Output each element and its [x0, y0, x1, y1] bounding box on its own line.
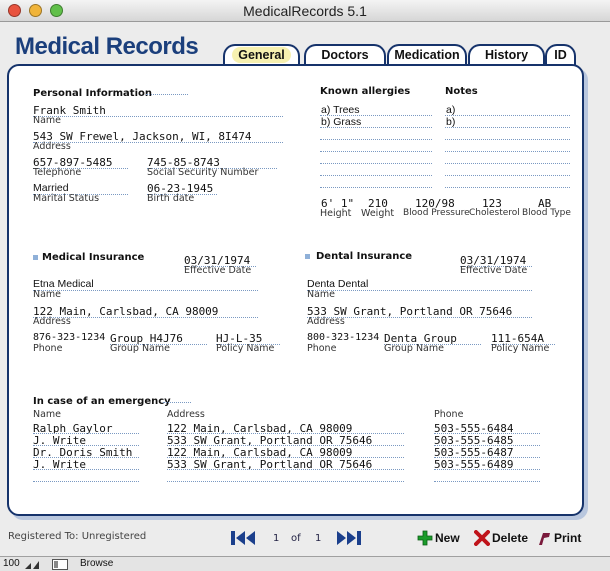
contact-phone-field[interactable]: 503-555-6484	[434, 422, 514, 435]
medical-phone-field[interactable]: 876-323-1234	[33, 332, 106, 343]
print-record-button[interactable]	[536, 530, 581, 546]
section-bullet	[33, 255, 38, 260]
note-item[interactable]: b)	[446, 116, 456, 128]
field-underline	[445, 127, 570, 128]
field-underline	[33, 469, 139, 470]
field-underline	[434, 433, 540, 434]
contact-name-field[interactable]: Ralph Gaylor	[33, 422, 113, 435]
delete-icon	[474, 530, 490, 546]
field-underline	[167, 469, 404, 470]
personal-info-header: Personal Information	[33, 88, 152, 99]
status-area-toggle-icon[interactable]	[52, 559, 68, 570]
record-of-text: of	[291, 533, 301, 544]
ssn-field[interactable]: 745-85-8743	[147, 156, 220, 169]
cholesterol-label: Cholesterol	[469, 208, 520, 218]
tab-doctors[interactable]	[304, 44, 386, 66]
dental-insurer-address-field[interactable]: 533 SW Grant, Portland OR 75646	[307, 305, 513, 318]
birth-date-label: Birth date	[147, 193, 195, 204]
emergency-header: In case of an emergency	[33, 396, 171, 407]
delete-button-label: Delete	[492, 531, 529, 545]
emergency-column-address: Address	[167, 409, 205, 420]
address-label: Address	[307, 316, 345, 327]
ssn-label: Social Security Number	[147, 167, 259, 178]
height-label: Height	[320, 208, 352, 219]
record-total: 1	[315, 533, 322, 544]
name-label: Name	[33, 289, 62, 300]
field-underline	[445, 175, 570, 176]
field-underline	[434, 469, 540, 470]
tab-label: Doctors	[321, 48, 369, 62]
contact-address-field[interactable]: 533 SW Grant, Portland OR 75646	[167, 458, 373, 471]
telephone-field[interactable]: 657-897-5485	[33, 156, 113, 169]
cholesterol-field[interactable]: 123	[482, 197, 502, 210]
contact-address-field[interactable]: 122 Main, Carlsbad, CA 98009	[167, 422, 353, 435]
field-underline	[33, 116, 283, 117]
field-underline	[320, 163, 432, 164]
allergy-item[interactable]: a) Trees	[321, 104, 360, 116]
field-underline	[167, 445, 404, 446]
name-label: Name	[307, 289, 336, 300]
policy-name-label: Policy Name	[216, 343, 275, 354]
field-underline	[320, 151, 432, 152]
group-name-label: Group Name	[384, 343, 444, 354]
dental-phone-field[interactable]: 800-323-1234	[307, 332, 380, 343]
birth-date-field[interactable]: 06-23-1945	[147, 182, 214, 195]
field-underline	[320, 187, 432, 188]
record-number: 1	[273, 533, 280, 544]
patient-address-field[interactable]: 543 SW Frewel, Jackson, WI, 8I474	[33, 130, 252, 143]
address-label: Address	[33, 316, 71, 327]
field-underline	[445, 187, 570, 188]
field-underline	[434, 481, 540, 482]
field-underline	[445, 163, 570, 164]
medical-effective-date-field[interactable]: 03/31/1974	[184, 254, 251, 267]
field-underline	[445, 139, 570, 140]
zoom-level[interactable]: 100	[3, 558, 20, 569]
plus-icon	[417, 530, 433, 546]
dental-insurance-header: Dental Insurance	[316, 251, 413, 262]
new-record-button[interactable]	[417, 530, 460, 546]
notes-header: Notes	[445, 86, 478, 97]
dental-group-field[interactable]: Denta Group	[384, 332, 457, 345]
patient-name-field[interactable]: Frank Smith	[33, 104, 106, 117]
field-underline	[307, 290, 532, 291]
title-bar	[0, 0, 610, 22]
marital-status-label: Marital Status	[33, 193, 100, 204]
field-underline	[320, 127, 432, 128]
field-underline	[445, 151, 570, 152]
emergency-column-phone: Phone	[434, 409, 464, 420]
tab-label: ID	[554, 48, 567, 62]
group-name-label: Group Name	[110, 343, 170, 354]
name-label: Name	[33, 115, 62, 126]
blood-pressure-label: Blood Pressure	[403, 208, 470, 218]
medical-insurer-name-field[interactable]: Etna Medical	[33, 278, 94, 290]
weight-field[interactable]: 210	[368, 197, 388, 210]
contact-phone-field[interactable]: 503-555-6489	[434, 458, 514, 471]
contact-name-field[interactable]: J. Write	[33, 434, 86, 447]
field-underline	[320, 115, 432, 116]
blood-type-field[interactable]: AB	[538, 197, 552, 210]
contact-phone-field[interactable]: 503-555-6487	[434, 446, 514, 459]
field-underline	[33, 290, 258, 291]
contact-address-field[interactable]: 122 Main, Carlsbad, CA 98009	[167, 446, 353, 459]
effective-date-label: Effective Date	[460, 265, 528, 276]
tab-medication[interactable]	[387, 44, 467, 66]
medical-policy-field[interactable]: HJ-L-35	[216, 332, 263, 345]
registration-text: Registered To: Unregistered	[8, 531, 147, 542]
field-underline	[33, 445, 139, 446]
phone-label: Phone	[33, 343, 63, 354]
mode-indicator: Browse	[80, 558, 114, 569]
policy-name-label: Policy Name	[491, 343, 550, 354]
field-underline	[167, 433, 404, 434]
medical-insurer-address-field[interactable]: 122 Main, Carlsbad, CA 98009	[33, 305, 219, 318]
tab-label: General	[232, 47, 291, 63]
dental-effective-date-field[interactable]: 03/31/1974	[460, 254, 527, 267]
field-underline	[434, 457, 540, 458]
tab-label: History	[484, 48, 529, 62]
allergies-header: Known allergies	[320, 86, 411, 97]
divider	[146, 94, 188, 95]
height-field[interactable]: 6' 1"	[321, 197, 355, 210]
new-button-label: New	[435, 531, 460, 545]
tab-label: Medication	[394, 48, 460, 62]
contact-phone-field[interactable]: 503-555-6485	[434, 434, 514, 447]
allergy-item[interactable]: b) Grass	[321, 116, 362, 128]
field-underline	[167, 457, 404, 458]
effective-date-label: Effective Date	[184, 265, 252, 276]
print-button-label: Print	[554, 531, 582, 545]
window-title: MedicalRecords 5.1	[243, 3, 367, 19]
print-icon	[536, 530, 552, 546]
first-record-icon[interactable]	[231, 530, 259, 546]
divider	[163, 402, 191, 403]
blood-type-label: Blood Type	[522, 208, 571, 218]
address-label: Address	[33, 141, 71, 152]
contact-name-field[interactable]: Dr. Doris Smith	[33, 446, 133, 459]
section-bullet	[305, 254, 310, 259]
zoom-icon[interactable]	[24, 559, 40, 570]
field-underline	[33, 481, 139, 482]
field-underline	[434, 445, 540, 446]
field-underline	[33, 457, 139, 458]
status-bar	[0, 556, 610, 571]
dental-insurer-name-field[interactable]: Denta Dental	[307, 278, 369, 290]
app-title: Medical Records	[15, 33, 199, 60]
tab-history[interactable]	[468, 44, 545, 66]
dental-policy-field[interactable]: 111-654A	[491, 332, 544, 345]
blood-pressure-field[interactable]: 120/98	[415, 197, 455, 210]
field-underline	[320, 139, 432, 140]
field-underline	[33, 433, 139, 434]
last-record-icon[interactable]	[336, 530, 364, 546]
medical-group-field[interactable]: Group H4J76	[110, 332, 183, 345]
weight-label: Weight	[361, 208, 395, 219]
note-item[interactable]: a)	[446, 104, 456, 116]
contact-address-field[interactable]: 533 SW Grant, Portland OR 75646	[167, 434, 373, 447]
field-underline	[320, 175, 432, 176]
phone-label: Phone	[307, 343, 337, 354]
field-underline	[167, 481, 404, 482]
medical-insurance-header: Medical Insurance	[42, 252, 145, 263]
telephone-label: Telephone	[33, 167, 82, 178]
emergency-column-name: Name	[33, 409, 62, 420]
field-underline	[445, 115, 570, 116]
tab-id[interactable]	[545, 44, 576, 66]
contact-name-field[interactable]: J. Write	[33, 458, 86, 471]
tab-general[interactable]	[223, 44, 300, 66]
marital-status-field[interactable]: Married	[33, 182, 69, 194]
delete-record-button[interactable]	[474, 530, 528, 546]
